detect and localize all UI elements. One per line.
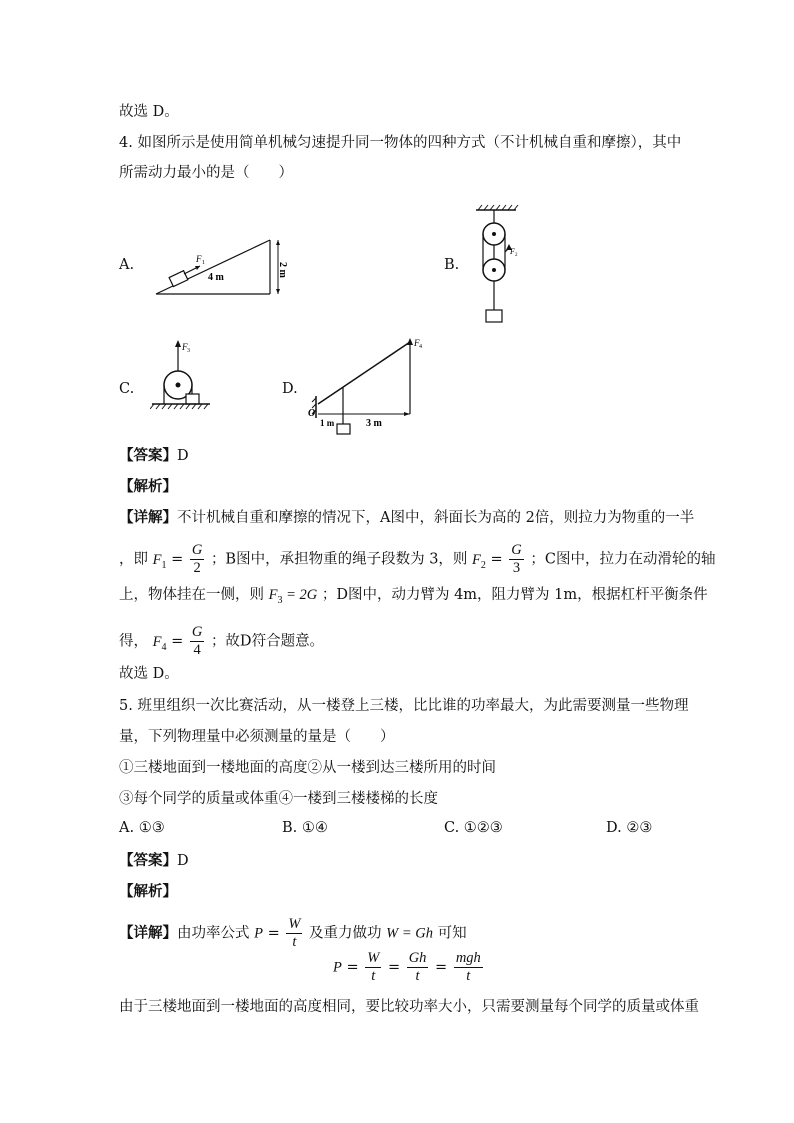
q4-detail-line2: [119, 542, 715, 577]
q4-figure-c-movable-pulley: [150, 338, 220, 410]
f2-sub: 2: [515, 253, 518, 258]
answer-tag: 【答案】: [119, 448, 177, 464]
p-symbol: P: [254, 925, 263, 942]
slope-length-label: 4 m: [208, 272, 224, 283]
q5-analysis: [119, 882, 177, 902]
q4-figure-b-pulley-block: [470, 204, 530, 326]
q5-choice-b: B. ①④: [282, 820, 328, 836]
q4-detail-line1: [119, 508, 694, 528]
load-block: [337, 424, 350, 434]
fraction-g-over-4: $\frac{G}{4}$: [191, 624, 203, 658]
work-formula: W = Gh: [386, 925, 433, 942]
q5-item-line2: ③每个同学的质量或体重④一楼到三楼楼梯的长度: [119, 791, 438, 807]
q4-figure-a-incline: [150, 230, 290, 302]
detail-text: 不计机械自重和摩擦的情况下，A图中，斜面长为高的 2倍，则拉力为物重的一半: [177, 510, 695, 526]
answer-tag: 【答案】: [119, 853, 177, 869]
equals: =: [435, 959, 448, 976]
f3-arrowhead: [175, 340, 181, 347]
q5-answer: [119, 851, 189, 871]
text-segment: ，即: [119, 551, 148, 568]
q5-stem-line2: 量，下列物理量中必须测量的量是（ ）: [119, 729, 395, 745]
answer-value: D: [177, 448, 189, 464]
fraction-gh-over-t: $\frac{Gh}{t}$: [408, 950, 427, 984]
text-segment: 得，: [119, 633, 148, 650]
movable-pulley-axle: [492, 268, 496, 272]
equals: =: [267, 925, 280, 942]
height-dim-arrow-top: [276, 240, 280, 245]
q5-detail-line1: [119, 916, 467, 951]
q5-item-line1: ①三楼地面到一楼地面的高度②从一楼到达三楼所用的时间: [119, 760, 496, 776]
f4-sub: 4: [419, 344, 422, 350]
detail-tag: 【详解】: [119, 510, 177, 526]
f1-sub: 1: [202, 260, 205, 266]
q4-option-b-label: B.: [444, 257, 460, 273]
f2-symbol: $F_2$: [472, 551, 486, 571]
height-dim-arrow-bottom: [276, 289, 280, 294]
lever-bar: [318, 342, 410, 404]
f1-label: F: [196, 254, 202, 264]
q5-choice-d: D. ②③: [606, 820, 653, 836]
equals: =: [171, 551, 184, 568]
fraction-mgh-over-t: $\frac{\text{mgh}}{t}$: [455, 950, 481, 984]
f4-symbol: $F_4$: [152, 633, 167, 653]
q4-option-a-label: A.: [119, 257, 135, 273]
equals: =: [387, 959, 401, 976]
fraction-g-over-2: $\frac{G}{2}$: [191, 542, 203, 576]
fraction-g-over-3: $\frac{G}{3}$: [511, 542, 522, 576]
equals: =: [490, 551, 503, 568]
arm-dim-arrow-right: [404, 412, 410, 416]
height-label: 2 m: [277, 262, 288, 278]
analysis-tag: 【解析】: [119, 479, 177, 495]
f4-arrowhead: [407, 338, 413, 345]
q4-stem-line2: 所需动力最小的是（ ）: [119, 165, 293, 181]
q4-conclusion: 故选 D。: [119, 666, 179, 682]
prev-conclusion: 故选 D。: [119, 104, 179, 120]
f4-label: F: [414, 338, 420, 348]
load-block: [186, 394, 199, 404]
fraction-w-over-t: $\frac{W}{t}$: [288, 916, 301, 950]
pivot-label: O: [308, 408, 316, 419]
analysis-tag: 【解析】: [119, 884, 177, 900]
f3-symbol: $F_3 = 2G$: [268, 587, 318, 606]
text-segment: ；C图中，拉力在动滑轮的轴: [530, 551, 716, 568]
q4-detail-line3: [119, 585, 708, 611]
pulley-axle: [176, 383, 181, 388]
p-symbol: P: [333, 959, 342, 976]
text-segment: 上，物体挂在一侧，则: [119, 587, 264, 603]
text-segment: 可知: [437, 925, 467, 942]
q4-figure-d-lever: [306, 334, 432, 436]
fixed-pulley-axle: [492, 232, 496, 236]
text-segment: ；D图中，动力臂为 4m，阻力臂为 1m，根据杠杆平衡条件: [321, 587, 708, 603]
short-arm-label: 1 m: [320, 418, 335, 428]
q5-choice-c: C. ①②③: [444, 820, 503, 836]
text-segment: ；故D符合题意。: [210, 633, 325, 650]
q4-option-d-label: D.: [282, 381, 298, 397]
equals: =: [346, 959, 359, 976]
q4-detail-line4: [119, 624, 324, 659]
detail-tag: 【详解】: [119, 925, 177, 942]
f2-label: F: [510, 247, 515, 256]
f3-sub: 3: [187, 348, 190, 354]
f1-symbol: $F_1$: [152, 551, 167, 571]
text-segment: 由功率公式: [177, 925, 250, 942]
answer-value: D: [177, 853, 189, 869]
fraction-w-over-t: $\frac{W}{t}$: [367, 950, 380, 984]
q4-answer: [119, 446, 189, 466]
long-arm-label: 3 m: [366, 418, 382, 429]
text-segment: 及重力做功: [309, 925, 382, 942]
equals: =: [171, 633, 184, 650]
q5-last-line: 由于三楼地面到一楼地面的高度相同，要比较功率大小，只需要测量每个同学的质量或体重: [119, 999, 699, 1015]
load-block: [486, 310, 502, 322]
q5-power-equation: [333, 950, 485, 985]
text-segment: ；B图中，承担物重的绳子段数为 3，则: [210, 551, 468, 568]
q5-choice-a: A. ①③: [119, 820, 165, 836]
q4-stem-line1: 4. 如图所示是使用简单机械匀速提升同一物体的四种方式（不计机械自重和摩擦），其中: [119, 135, 682, 151]
q5-stem-line1: 5. 班里组织一次比赛活动，从一楼登上三楼，比比谁的功率最大，为此需要测量一些物理: [119, 698, 689, 714]
q4-analysis: [119, 477, 177, 497]
q4-option-c-label: C.: [119, 381, 135, 397]
f3-label: F: [182, 342, 188, 352]
